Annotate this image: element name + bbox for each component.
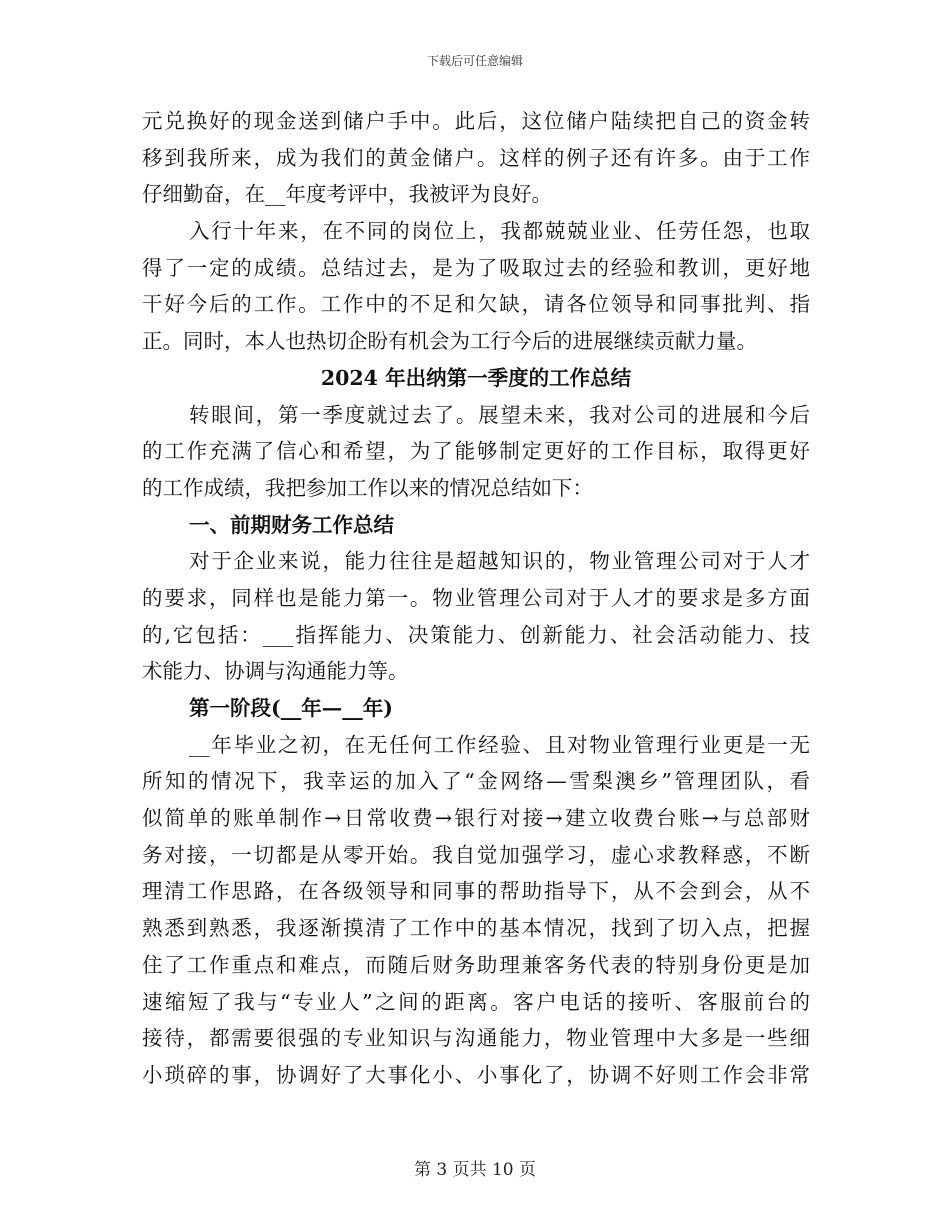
subsection-heading: 第一阶段(__年—__年) — [189, 696, 393, 720]
body-line: 似简单的账单制作→日常收费→银行对接→建立收费台账→与总部财 — [142, 806, 810, 831]
body-line: 熟悉到熟悉，我逐渐摸清了工作中的基本情况，找到了切入点，把握 — [142, 916, 810, 941]
body-line: 正。同时，本人也热切企盼有机会为工行今后的进展继续贡献力量。 — [142, 329, 757, 354]
section-title: 2024 年出纳第一季度的工作总结 — [320, 365, 632, 390]
body-line: 的工作充满了信心和希望，为了能够制定更好的工作目标，取得更好 — [142, 439, 810, 464]
body-line: 的,它包括：___指挥能力、决策能力、创新能力、社会活动能力、技 — [142, 622, 810, 647]
body-line: 的要求，同样也是能力第一。物业管理公司对于人才的要求是多方面 — [142, 585, 810, 610]
body-line: 转眼间，第一季度就过去了。展望未来，我对公司的进展和今后 — [189, 402, 810, 427]
body-line: 对于企业来说，能力往往是超越知识的，物业管理公司对于人才 — [189, 549, 810, 574]
subsection-heading: 一、前期财务工作总结 — [189, 512, 394, 537]
body-line: 的工作成绩，我把参加工作以来的情况总结如下： — [142, 475, 593, 500]
document-body — [142, 103, 810, 1094]
body-line: 元兑换好的现金送到储户手中。此后，这位储户陆续把自己的资金转 — [142, 109, 810, 133]
body-line: 得了一定的成绩。总结过去，是为了吸取过去的经验和教训，更好地 — [142, 255, 810, 280]
body-line: 移到我所来，成为我们的黄金储户。这样的例子还有许多。由于工作 — [142, 145, 810, 170]
body-line: __年毕业之初，在无任何工作经验、且对物业管理行业更是一无 — [189, 732, 810, 757]
body-line: 干好今后的工作。工作中的不足和欠缺，请各位领导和同事批判、指 — [142, 292, 810, 317]
body-line: 接待，都需要很强的专业知识与沟通能力，物业管理中大多是一些细 — [142, 1026, 810, 1051]
body-line: 住了工作重点和难点，而随后财务助理兼客务代表的特别身份更是加 — [142, 952, 810, 977]
page-number: 第 3 页共 10 页 — [413, 1160, 537, 1180]
body-line: 仔细勤奋，在__年度考评中，我被评为良好。 — [142, 182, 552, 207]
body-line: 入行十年来，在不同的岗位上，我都兢兢业业、任劳任怨，也取 — [189, 219, 810, 244]
body-line: 务对接，一切都是从零开始。我自觉加强学习，虚心求教释惑，不断 — [142, 842, 810, 867]
body-line: 小琐碎的事，协调好了大事化小、小事化了，协调不好则工作会非常 — [142, 1062, 810, 1087]
body-line: 理清工作思路，在各级领导和同事的帮助指导下，从不会到会，从不 — [142, 879, 810, 904]
page-header: 下载后可任意编辑 — [426, 54, 523, 68]
body-line: 所知的情况下，我幸运的加入了“金网络—雪梨澳乡”管理团队，看 — [142, 769, 810, 794]
body-line: 速缩短了我与“专业人”之间的距离。客户电话的接听、客服前台的 — [142, 989, 810, 1014]
body-line: 术能力、协调与沟通能力等。 — [142, 659, 409, 684]
